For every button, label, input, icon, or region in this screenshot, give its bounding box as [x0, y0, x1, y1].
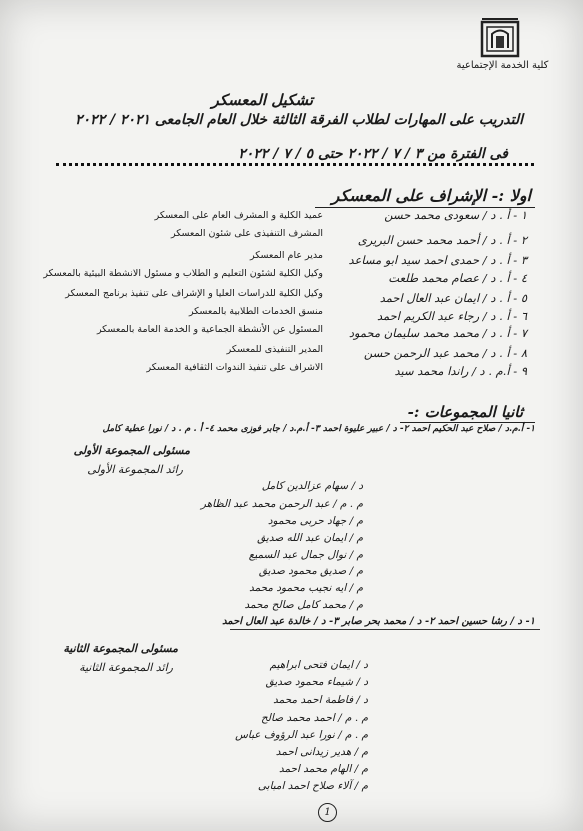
- supervisor-role: وكيل الكلية لشئون التعليم و الطلاب و مسئول الانشطة البيئية بالمعسكر: [43, 268, 323, 279]
- page-number: 1: [318, 803, 337, 822]
- group1-member: م / محمد كامل صالح محمد: [244, 599, 363, 611]
- leaders-underline: [230, 629, 540, 630]
- group1-leaders: ١- أ.م.د / صلاح عبد الحكيم احمد ٢- د / عبير عليوة احمد ٣- أ.م.د / جابر فوزى محمد ٤- أ . م . د / نورا عطية كامل: [102, 424, 535, 434]
- supervisor-role: مدير عام المعسكر: [249, 250, 323, 261]
- group2-member: م / هدير زيدانى احمد: [275, 746, 368, 758]
- supervisor-name: ٩ - أ.م . د / راندا محمد سيد: [394, 364, 527, 378]
- supervisor-name: ١ - أ . د / سعودى محمد حسن: [384, 208, 527, 222]
- group1-member: م / ايمان عبد الله صديق: [257, 532, 363, 544]
- supervisor-role: عميد الكلية و المشرف العام على المعسكر: [154, 210, 323, 221]
- group1-member: د / سهام عزالدين كامل: [261, 480, 363, 492]
- supervisor-role: المشرف التنفيذى على شئون المعسكر: [170, 228, 323, 239]
- supervisor-role: الاشراف على تنفيذ الندوات الثقافية المعسكر: [146, 362, 323, 373]
- group1-member: م . م / عبد الرحمن محمد عبد الظاهر: [200, 498, 363, 510]
- camp-period: فى الفترة من ٣ / ٧ / ٢٠٢٢ حتى ٥ / ٧ / ٢٠٢٢: [238, 146, 508, 162]
- supervisor-name: ٥ - أ . د / ايمان عبد العال احمد: [379, 291, 527, 305]
- dotted-divider: [56, 163, 534, 166]
- supervisor-name: ٨ - أ . د / محمد عبد الرحمن حسن: [363, 346, 527, 360]
- group1-member: م / ايه نجيب محمود محمد: [249, 582, 363, 594]
- supervisor-name: ٢ - أ . د / أحمد محمد حسن البريرى: [357, 233, 527, 247]
- supervisor-role: منسق الخدمات الطلابية بالمعسكر: [188, 306, 323, 317]
- supervision-heading: اولا :- الإشراف على المعسكر: [331, 186, 531, 205]
- group2-responsible-heading: مسئولى المجموعة الثانية: [63, 642, 178, 655]
- group2-member: م . م / نورا عبد الرؤوف عباس: [235, 729, 368, 741]
- group1-leader-title: رائد المجموعة الأولى: [87, 463, 183, 476]
- document-title: تشكيل المعسكر: [211, 91, 313, 109]
- heading-underline: [400, 422, 535, 423]
- group1-member: م / نوال جمال عبد السميع: [248, 549, 363, 561]
- group2-member: د / شيماء محمود صديق: [265, 676, 368, 688]
- group2-member: م / آلاء صلاح احمد امبابى: [257, 780, 368, 792]
- group1-member: م / صديق محمود صديق: [258, 565, 363, 577]
- supervisor-role: المدير التنفيذى للمعسكر: [226, 344, 323, 355]
- supervisor-role: المسئول عن الأنشطة الجماعية و الخدمة العامة بالمعسكر: [96, 324, 323, 335]
- supervisor-name: ٦ - أ . د / رجاء عبد الكريم احمد: [377, 309, 527, 323]
- group2-member: م . م / احمد محمد صالح: [261, 712, 368, 724]
- supervisor-name: ٧ - أ . د / محمد محمد سليمان محمود: [348, 326, 527, 340]
- supervisor-name: ٣ - أ . د / حمدى احمد سيد ابو مساعد: [348, 253, 527, 267]
- group1-member: م / جهاد حربى محمود: [267, 515, 363, 527]
- groups-heading: ثانيا المجموعات :-: [407, 403, 523, 421]
- group2-member: م / الهام محمد احمد: [278, 763, 368, 775]
- group1-responsible-heading: مسئولى المجموعة الأولى: [73, 444, 190, 457]
- group2-leader-title: رائد المجموعة الثانية: [79, 661, 173, 674]
- university-logo-icon: [478, 16, 522, 60]
- group2-member: د / فاطمة احمد محمد: [273, 694, 368, 706]
- supervisor-name: ٤ - أ . د / عصام محمد طلعت: [388, 271, 527, 285]
- group2-member: د / ايمان فتحى ابراهيم: [269, 659, 368, 671]
- group2-leaders: ١- د / رشا حسين احمد ٢- د / محمد بحر صابر ٣- د / خالدة عبد العال احمد: [222, 616, 535, 627]
- supervisor-role: وكيل الكلية للدراسات العليا و الإشراف على تنفيذ برنامج المعسكر: [65, 288, 323, 299]
- document-subtitle: التدريب على المهارات لطلاب الفرقة الثالثة خلال العام الجامعى ٢٠٢١ / ٢٠٢٢: [75, 112, 523, 128]
- faculty-name: كلية الخدمة الإجتماعية: [456, 60, 549, 71]
